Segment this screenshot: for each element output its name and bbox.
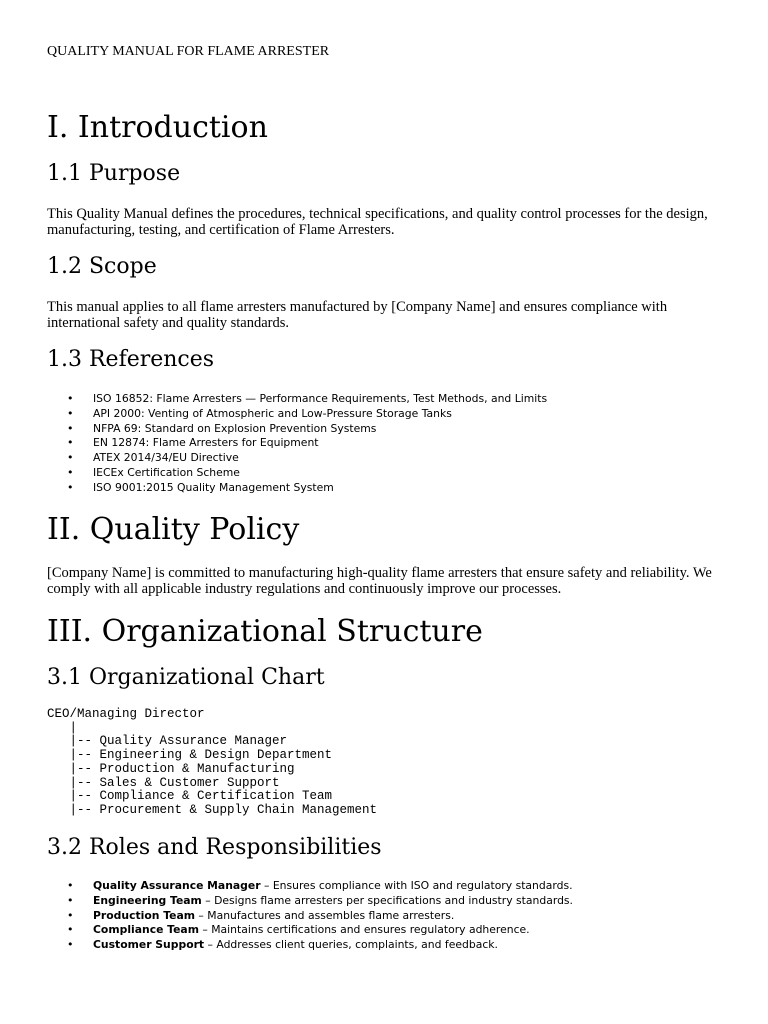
roles-list	[47, 879, 573, 953]
subsection-heading-purpose: 1.1 Purpose	[47, 161, 181, 186]
role-name: Quality Assurance Manager	[93, 879, 261, 892]
list-item	[47, 422, 547, 437]
list-item	[47, 894, 573, 909]
reference-text: ISO 16852: Flame Arresters — Performance Requirements, Test Methods, and Limits	[93, 392, 548, 405]
list-item	[47, 407, 547, 422]
purpose-paragraph: This Quality Manual defines the procedures, technical specifications, and quality control processes for the design, manufacturing, testing, and certification of Flame Arresters.	[47, 206, 708, 238]
org-chart-line: |-- Quality Assurance Manager	[47, 734, 288, 749]
reference-text: NFPA 69: Standard on Explosion Prevention Systems	[93, 421, 377, 435]
org-chart-line: |-- Compliance & Certification Team	[47, 789, 333, 804]
scope-paragraph: This manual applies to all flame arresters manufactured by [Company Name] and ensures compliance with international safety and quality standards.	[47, 299, 668, 331]
subsection-heading-org-chart: 3.1 Organizational Chart	[47, 665, 325, 690]
role-description: – Designs flame arresters per specifications and industry standards.	[201, 893, 573, 907]
list-item	[47, 909, 573, 924]
org-chart-line: |-- Procurement & Supply Chain Management	[47, 802, 378, 817]
reference-text: IECEx Certification Scheme	[93, 465, 240, 479]
role-description: – Addresses client queries, complaints, and feedback.	[204, 938, 498, 952]
organizational-chart	[47, 708, 377, 818]
list-item	[47, 392, 547, 407]
subsection-heading-references: 1.3 References	[47, 347, 215, 372]
quality-policy-paragraph: [Company Name] is committed to manufacturing high-quality flame arresters that ensure safety and reliability. We comply with all applicable industry regulations and continuously improve our processes.	[47, 565, 712, 597]
list-item	[47, 879, 573, 894]
list-item	[47, 451, 547, 466]
role-name: Production Team	[93, 908, 195, 922]
reference-text: API 2000: Venting of Atmospheric and Low-Pressure Storage Tanks	[93, 406, 452, 420]
reference-text: ATEX 2014/34/EU Directive	[93, 451, 239, 465]
role-description: – Manufactures and assembles flame arresters.	[195, 908, 455, 922]
reference-text: ISO 9001:2015 Quality Management System	[93, 480, 334, 494]
org-chart-line: |-- Engineering & Design Department	[47, 748, 333, 763]
role-description: – Maintains certifications and ensures regulatory adherence.	[198, 923, 530, 937]
role-description: – Ensures compliance with ISO and regulatory standards.	[260, 879, 573, 892]
role-name: Compliance Team	[93, 923, 199, 937]
org-chart-line: |-- Production & Manufacturing	[47, 761, 295, 776]
subsection-heading-roles: 3.2 Roles and Responsibilities	[47, 835, 382, 860]
list-item	[47, 923, 573, 938]
org-chart-line: |-- Sales & Customer Support	[47, 775, 280, 790]
list-item	[47, 481, 547, 496]
org-chart-line: |	[47, 720, 78, 735]
references-list	[47, 392, 547, 496]
section-heading-organizational-structure: III. Organizational Structure	[47, 614, 483, 649]
org-chart-line: CEO/Managing Director	[47, 707, 205, 721]
list-item	[47, 436, 547, 451]
document-title: QUALITY MANUAL FOR FLAME ARRESTER	[47, 44, 330, 59]
list-item	[47, 938, 573, 953]
role-name: Engineering Team	[93, 893, 202, 907]
reference-text: EN 12874: Flame Arresters for Equipment	[93, 436, 319, 450]
subsection-heading-scope: 1.2 Scope	[47, 254, 157, 279]
list-item	[47, 466, 547, 481]
role-name: Customer Support	[93, 938, 205, 952]
section-heading-quality-policy: II. Quality Policy	[47, 512, 300, 547]
section-heading-introduction: I. Introduction	[47, 110, 268, 145]
